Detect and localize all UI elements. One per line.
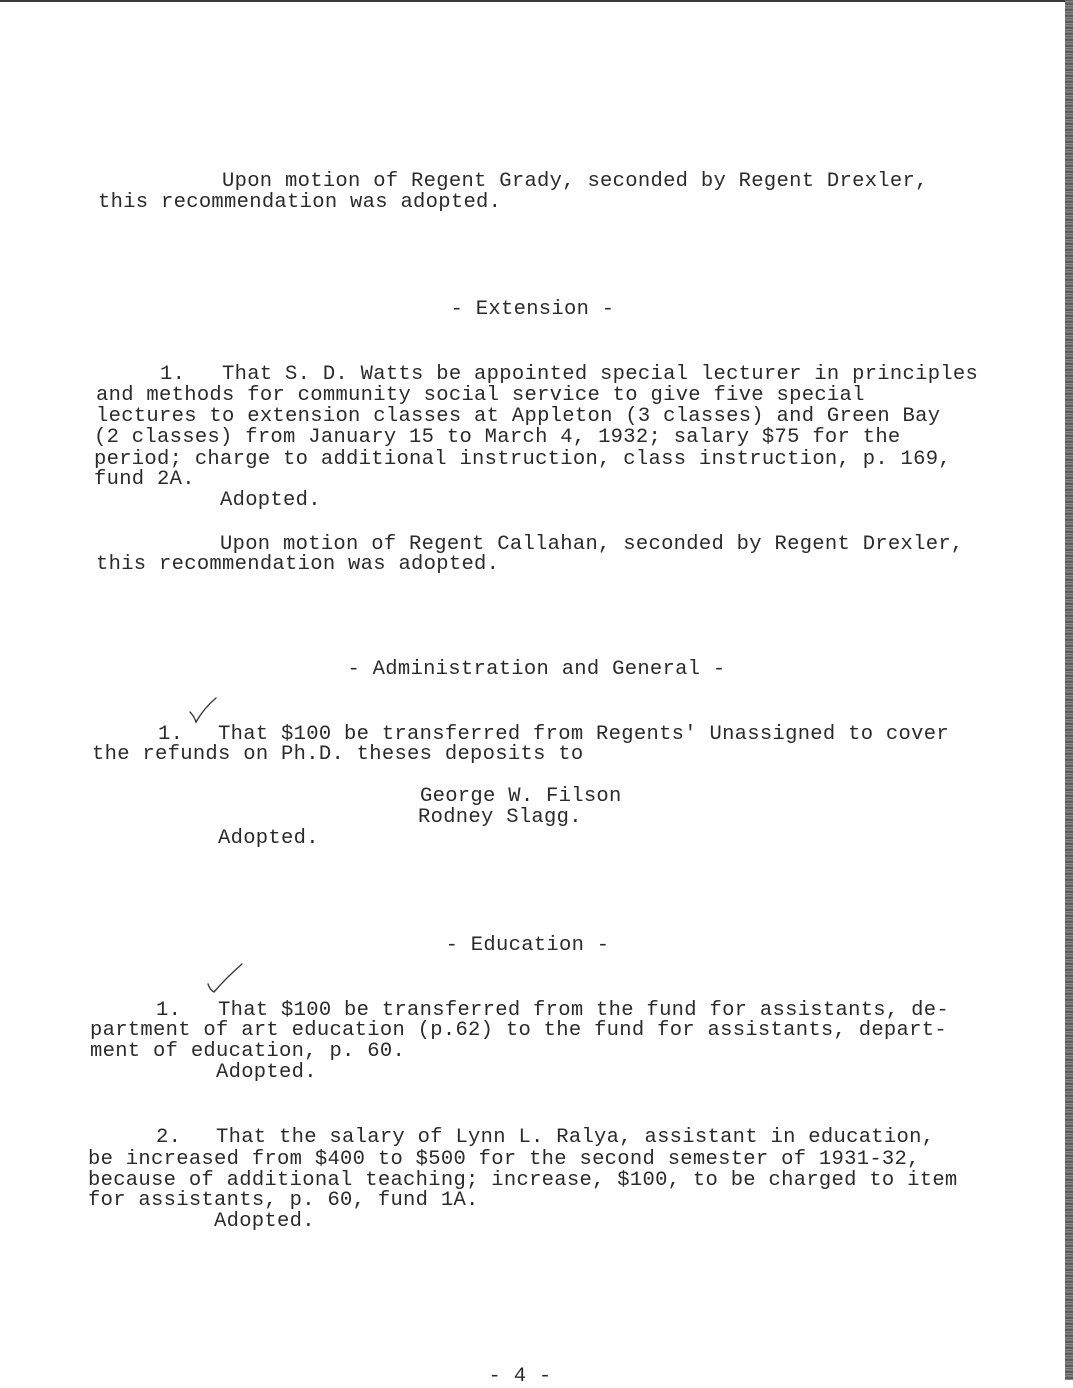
adopted-status: Adopted. <box>220 489 321 512</box>
adopted-status: Adopted. <box>218 827 319 850</box>
motion-line: Upon motion of Regent Callahan, seconded by Regent Drexler, <box>220 533 964 556</box>
motion-line: this recommendation was adopted. <box>96 553 500 576</box>
item-text-line: That $100 be transferred from Regents' Unassigned to cover <box>218 723 949 746</box>
adopted-status: Adopted. <box>214 1210 315 1233</box>
recipient-name: Rodney Slagg. <box>418 806 582 829</box>
item-text-line: and methods for community social service to give five special <box>96 384 865 407</box>
item-text-line: lectures to extension classes at Appleton (3 classes) and Green Bay <box>96 405 941 428</box>
item-number: 2. <box>156 1126 182 1149</box>
adopted-status: Adopted. <box>216 1061 317 1084</box>
item-number: 1. <box>158 723 184 746</box>
checkmark-icon <box>186 694 220 728</box>
item-text-line: because of additional teaching; increase, $100, to be charged to item <box>88 1169 958 1192</box>
item-text-line: That S. D. Watts be appointed special lecturer in principles <box>222 363 979 386</box>
item-text-line: (2 classes) from January 15 to March 4, 1932; salary $75 for the <box>94 426 901 449</box>
motion-line: Upon motion of Regent Grady, seconded by Regent Drexler, <box>222 170 928 193</box>
item-text-line: That the salary of Lynn L. Ralya, assistant in education, <box>216 1126 935 1149</box>
section-heading-extension: - Extension - <box>450 298 615 321</box>
item-text-line: fund 2A. <box>94 468 195 491</box>
page-top-edge <box>0 0 1073 2</box>
page-number: - 4 - <box>488 1365 552 1388</box>
item-text-line: partment of art education (p.62) to the fund for assistants, depart- <box>90 1019 947 1042</box>
motion-line: this recommendation was adopted. <box>98 191 502 214</box>
item-text-line: period; charge to additional instruction, class instruction, p. 169, <box>94 448 951 471</box>
item-text-line: That $100 be transferred from the fund for assistants, de- <box>218 999 949 1022</box>
item-text-line: for assistants, p. 60, fund 1A. <box>88 1189 479 1212</box>
item-text-line: the refunds on Ph.D. theses deposits to <box>92 743 584 766</box>
item-text-line: ment of education, p. 60. <box>90 1040 406 1063</box>
recipient-name: George W. Filson <box>420 785 622 808</box>
item-number: 1. <box>160 363 186 386</box>
checkmark-icon <box>204 960 246 998</box>
page-right-edge <box>1065 0 1073 1380</box>
section-heading-administration: - Administration and General - <box>347 658 726 681</box>
item-text-line: be increased from $400 to $500 for the second semester of 1931-32, <box>88 1148 920 1171</box>
item-number: 1. <box>156 999 182 1022</box>
section-heading-education: - Education - <box>445 934 610 957</box>
